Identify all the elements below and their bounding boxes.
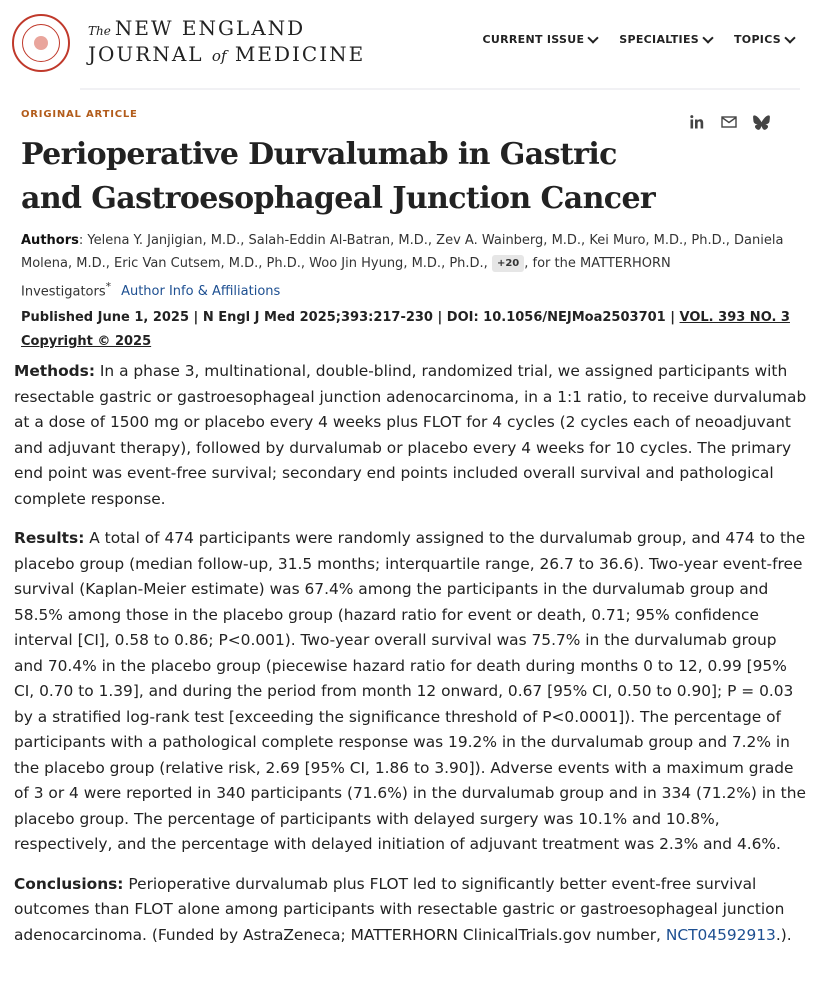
chevron-down-icon: [702, 32, 713, 43]
article-type: ORIGINAL ARTICLE: [21, 109, 138, 120]
methods-text: In a phase 3, multinational, double-blind, randomized trial, we assigned participants with resectable gastric or gastroesophageal junction adenocarcinoma, in a 1:1 ratio, to receive durvalumab at a dose of 1500 mg or placebo every 4 weeks plus FLOT for 4 cycles (2 cycles each of neoadjuvant and adjuvant therapy), followed by durvalumab or placebo every 4 weeks for 10 cycles. The primary end point was event-free survival; secondary end points included overall survival and pathological complete response.: [14, 362, 807, 508]
nav-current-issue[interactable]: [482, 33, 597, 46]
abstract-conclusions: [14, 872, 810, 949]
linkedin-icon[interactable]: [688, 113, 706, 131]
logo-of: of: [211, 47, 227, 65]
nav-topics-label: TOPICS: [733, 33, 781, 46]
abstract: [14, 359, 810, 962]
logo-medicine: MEDICINE: [234, 42, 366, 66]
nav-specialties-label: SPECIALTIES: [619, 33, 699, 46]
main-nav: [482, 33, 794, 46]
nav-specialties[interactable]: [619, 33, 712, 46]
bluesky-icon[interactable]: [752, 113, 770, 131]
volume-link[interactable]: VOL. 393 NO. 3: [679, 310, 790, 325]
conclusions-tail: .).: [775, 925, 792, 944]
publication-details: Published June 1, 2025 | N Engl J Med 2025;393:217-230 | DOI: 10.1056/NEJMoa2503701 |: [21, 310, 675, 325]
nav-topics[interactable]: [734, 33, 794, 46]
copyright-link[interactable]: Copyright © 2025: [21, 334, 152, 349]
site-header: [0, 0, 814, 90]
header-divider: [80, 88, 800, 90]
logo-the: The: [88, 24, 111, 38]
results-label: Results:: [14, 529, 85, 547]
authors-names: : Yelena Y. Janjigian, M.D., Salah-Eddin Al-Batran, M.D., Zev A. Wainberg, M.D., Kei Muro, M.D., Ph.D., Daniela Molena, M.D., Eric Van Cutsem, M.D., Ph.D., Woo Jin Hyung, M.D., Ph.D.,: [21, 233, 784, 271]
conclusions-text: Perioperative durvalumab plus FLOT led to significantly better event-free survival outcomes than FLOT alone among participants with resectable gastric or gastroesophageal junction adenocarcinoma. (Funded by AstraZeneca; MATTERHORN ClinicalTrials.gov number,: [14, 874, 785, 944]
chevron-down-icon: [588, 32, 599, 43]
article-title: Perioperative Durvalumab in Gastric and Gastroesophageal Junction Cancer: [21, 137, 656, 216]
chevron-down-icon: [784, 32, 795, 43]
publication-info: [21, 306, 801, 354]
investigators-text: , for the MATTERHORN Investigators: [21, 256, 671, 300]
methods-label: Methods:: [14, 362, 95, 380]
share-bar: [688, 113, 770, 131]
logo-line1: NEW ENGLAND: [114, 16, 306, 40]
author-list: [21, 229, 791, 303]
more-authors-button[interactable]: +20: [492, 255, 524, 272]
author-info-affiliations-link[interactable]: Author Info & Affiliations: [121, 284, 281, 300]
investigators-asterisk: *: [105, 280, 112, 293]
mail-icon[interactable]: [720, 113, 738, 131]
abstract-methods: [14, 359, 810, 512]
conclusions-label: Conclusions:: [14, 874, 124, 893]
nejm-seal-icon[interactable]: [12, 14, 70, 72]
logo-journal: JOURNAL: [88, 42, 204, 66]
nav-current-issue-label: CURRENT ISSUE: [482, 33, 585, 46]
abstract-results: [14, 526, 810, 858]
authors-label: Authors: [21, 233, 79, 248]
site-logo[interactable]: [88, 17, 365, 68]
clinical-trial-link[interactable]: NCT04592913: [665, 925, 776, 944]
results-text: A total of 474 participants were randomly assigned to the durvalumab group, and 474 to the placebo group (median follow-up, 31.5 months; interquartile range, 26.7 to 36.6). Two-year event-free survival (Kaplan-Meier estimate) was 67.4% among the participants in the durvalumab group and 58.5% among those in the placebo group (hazard ratio for event or death, 0.71; 95% confidence interval [CI], 0.58 to 0.86; P<0.001). Two-year overall survival was 75.7% in the durvalumab group and 70.4% in the placebo group (piecewise hazard ratio for death during months 0 to 12, 0.99 [95% CI, 0.70 to 1.39], and during the period from month 12 onward, 0.67 [95% CI, 0.50 to 0.90]; P = 0.03 by a stratified log-rank test [exceeding the significance threshold of P<0.0001]). The percentage of participants with a pathological complete response was 19.2% in the durvalumab group and 7.2% in the placebo group (relative risk, 2.69 [95% CI, 1.86 to 3.90]). Adverse events with a maximum grade of 3 or 4 were reported in 340 participants (71.6%) in the durvalumab group and in 334 (71.2%) in the placebo group. The percentage of participants with delayed surgery was 10.1% and 10.8%, respectively, and the percentage with delayed initiation of adjuvant treatment was 2.3% and 4.6%.: [14, 529, 806, 853]
